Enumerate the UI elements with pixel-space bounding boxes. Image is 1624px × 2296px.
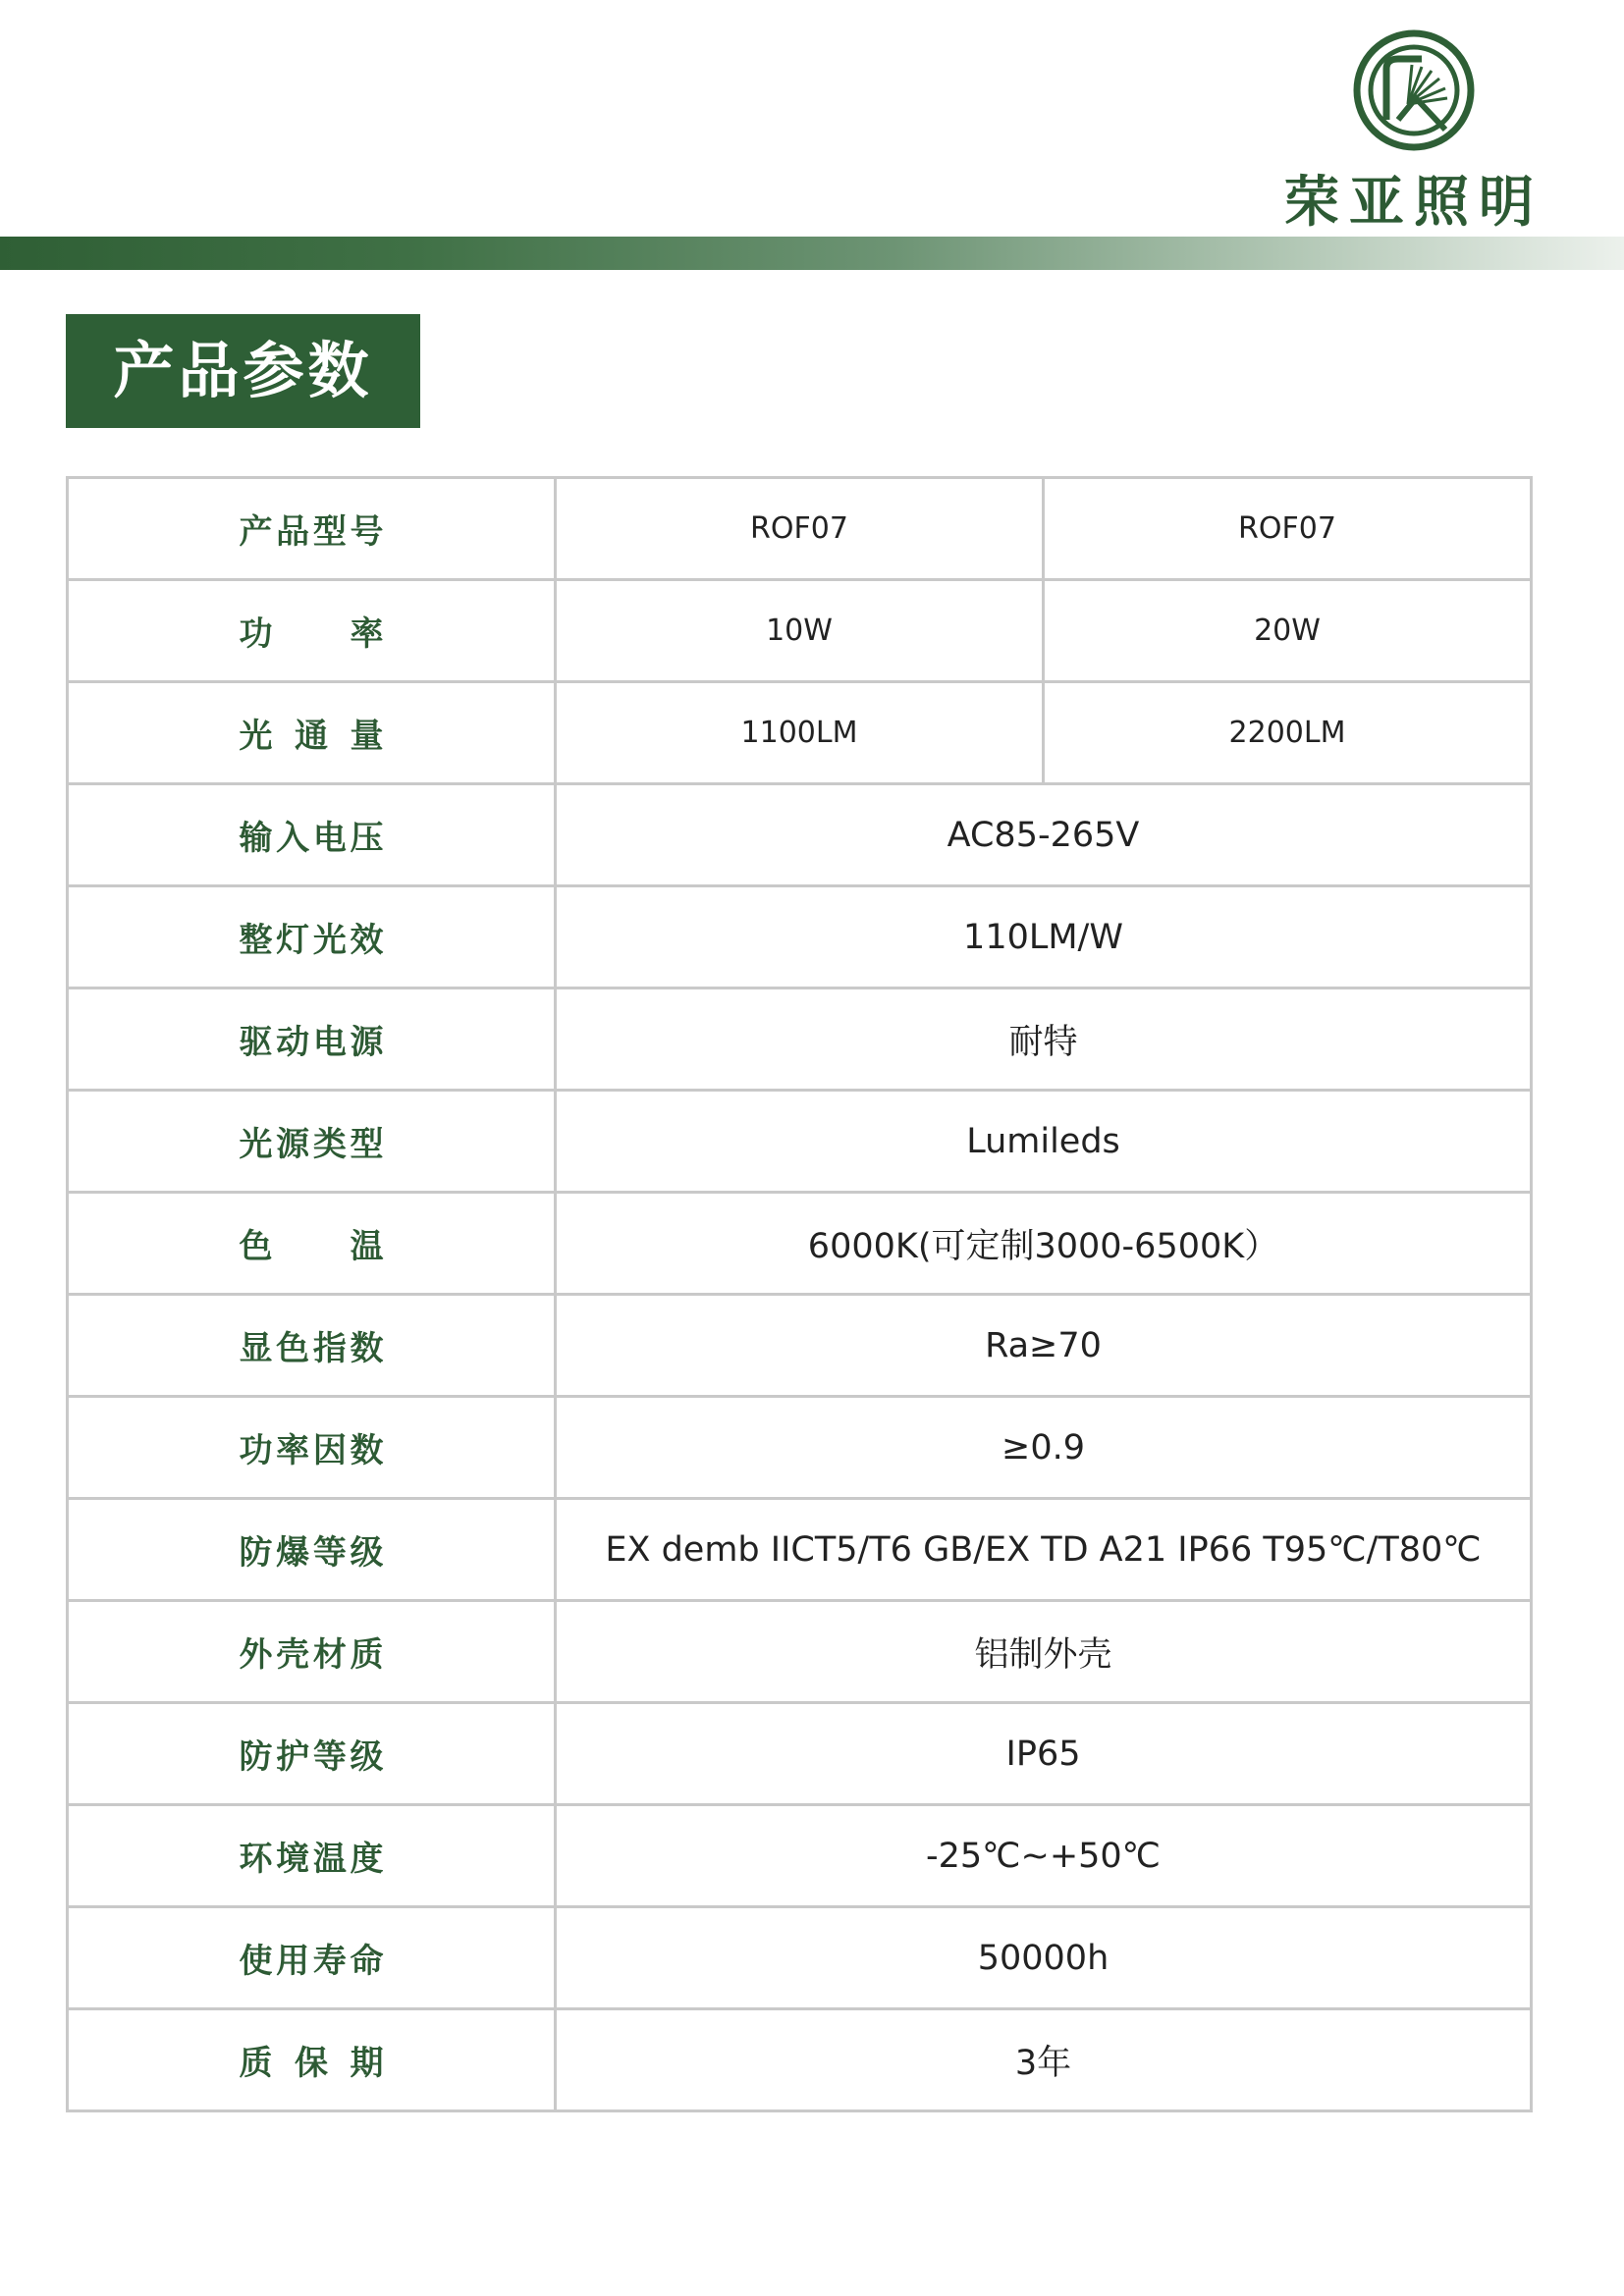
row-label: 光通量 bbox=[68, 682, 556, 784]
row-label: 色温 bbox=[68, 1193, 556, 1295]
cell-value: ROF07 bbox=[556, 478, 1044, 580]
table-row-lifespan bbox=[68, 1907, 1532, 2009]
table-row-color-temperature bbox=[68, 1193, 1532, 1295]
table-row-housing-material bbox=[68, 1601, 1532, 1703]
row-label: 环境温度 bbox=[68, 1805, 556, 1907]
brand-logo bbox=[1276, 29, 1551, 235]
table-row-power bbox=[68, 580, 1532, 682]
row-label: 整灯光效 bbox=[68, 886, 556, 988]
table-row-ambient-temperature bbox=[68, 1805, 1532, 1907]
cell-value: Ra≥70 bbox=[556, 1295, 1532, 1397]
cell-value: 50000h bbox=[556, 1907, 1532, 2009]
cell-value: 10W bbox=[556, 580, 1044, 682]
cell-value: 110LM/W bbox=[556, 886, 1532, 988]
table-row-cri bbox=[68, 1295, 1532, 1397]
row-label: 显色指数 bbox=[68, 1295, 556, 1397]
product-parameters-table bbox=[66, 476, 1533, 2112]
brand-emblem-icon bbox=[1353, 29, 1475, 151]
row-label: 驱动电源 bbox=[68, 988, 556, 1091]
cell-value: 铝制外壳 bbox=[556, 1601, 1532, 1703]
cell-value: 耐特 bbox=[556, 988, 1532, 1091]
table-row-luminous-flux bbox=[68, 682, 1532, 784]
section-title: 产品参数 bbox=[66, 314, 420, 428]
row-label: 外壳材质 bbox=[68, 1601, 556, 1703]
table-row-warranty bbox=[68, 2009, 1532, 2111]
table-row-power-factor bbox=[68, 1397, 1532, 1499]
table-row-explosion-proof bbox=[68, 1499, 1532, 1601]
cell-value: 2200LM bbox=[1044, 682, 1532, 784]
cell-value: ≥0.9 bbox=[556, 1397, 1532, 1499]
row-label: 产品型号 bbox=[68, 478, 556, 580]
cell-value: 6000K(可定制3000-6500K） bbox=[556, 1193, 1532, 1295]
table-row-model bbox=[68, 478, 1532, 580]
header-gradient-bar bbox=[0, 237, 1624, 270]
cell-value: -25℃~+50℃ bbox=[556, 1805, 1532, 1907]
cell-value: AC85-265V bbox=[556, 784, 1532, 886]
row-label: 使用寿命 bbox=[68, 1907, 556, 2009]
cell-value: IP65 bbox=[556, 1703, 1532, 1805]
row-label: 光源类型 bbox=[68, 1091, 556, 1193]
table-row-light-source bbox=[68, 1091, 1532, 1193]
row-label: 输入电压 bbox=[68, 784, 556, 886]
brand-name: 荣亚照明 bbox=[1284, 171, 1543, 235]
row-label: 质保期 bbox=[68, 2009, 556, 2111]
row-label: 防护等级 bbox=[68, 1703, 556, 1805]
cell-value: Lumileds bbox=[556, 1091, 1532, 1193]
cell-value: EX demb IICT5/T6 GB/EX TD A21 IP66 T95℃/T80℃ bbox=[556, 1499, 1532, 1601]
table-row-input-voltage bbox=[68, 784, 1532, 886]
cell-value: ROF07 bbox=[1044, 478, 1532, 580]
cell-value: 3年 bbox=[556, 2009, 1532, 2111]
row-label: 防爆等级 bbox=[68, 1499, 556, 1601]
cell-value: 20W bbox=[1044, 580, 1532, 682]
row-label: 功率因数 bbox=[68, 1397, 556, 1499]
table-row-driver bbox=[68, 988, 1532, 1091]
row-label: 功率 bbox=[68, 580, 556, 682]
table-row-efficacy bbox=[68, 886, 1532, 988]
table-row-protection-rating bbox=[68, 1703, 1532, 1805]
cell-value: 1100LM bbox=[556, 682, 1044, 784]
